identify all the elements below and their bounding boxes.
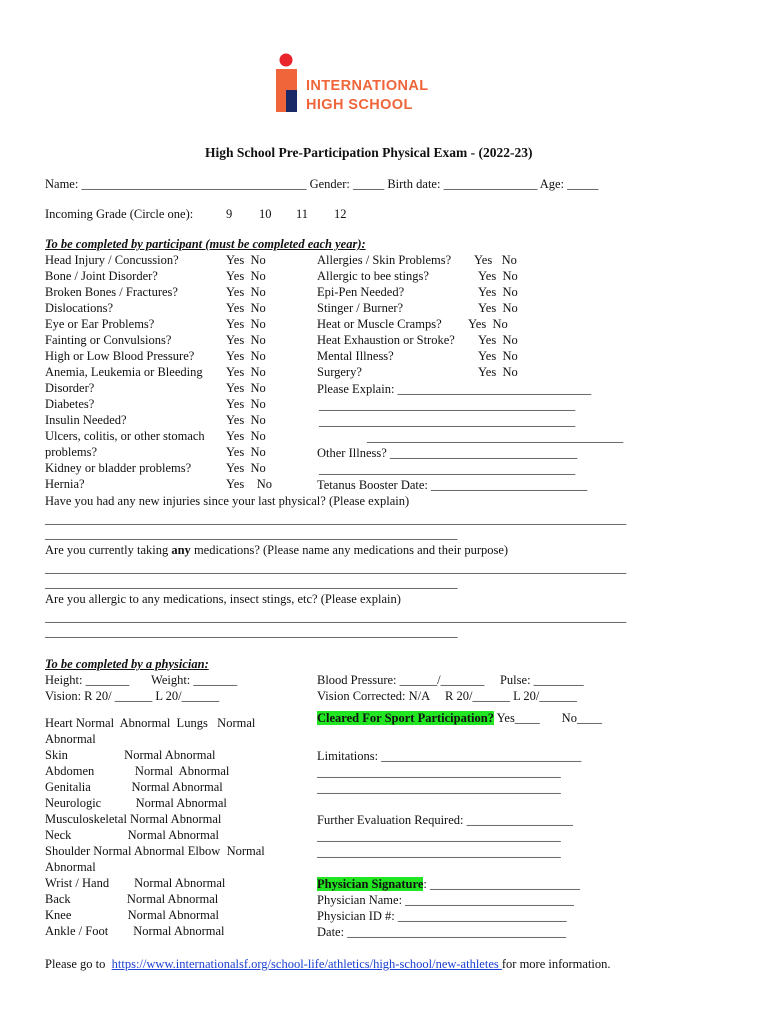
please-explain-field[interactable]: Please Explain: _______________________________ — [317, 382, 592, 396]
limitations-line[interactable]: _______________________________________ — [317, 781, 561, 795]
physician-signature-label: Physician Signature — [317, 877, 424, 891]
exam-row[interactable]: Skin Normal Abnormal — [45, 748, 216, 762]
footer-note: Please go to https://www.internationalsf.org/school-life/athletics/high-school/new-athletes for more information. — [45, 957, 611, 971]
identity-line[interactable]: Name: ____________________________________ Gender: _____ Birth date: _______________ Age: _____ — [45, 177, 599, 191]
question-label: Insulin Needed? — [45, 413, 127, 427]
logo-line-2: HIGH SCHOOL — [306, 97, 413, 113]
vision-field[interactable]: Vision: R 20/ ______ L 20/______ — [45, 689, 220, 703]
answer-line[interactable]: _____________________________________________________________________________________________ — [45, 561, 627, 575]
other-illness-field[interactable]: Other Illness? ______________________________ — [317, 446, 578, 460]
evaluation-line[interactable]: _______________________________________ — [317, 829, 561, 843]
yes-no-options[interactable]: Yes No — [226, 461, 266, 475]
yes-no-options[interactable]: Yes No — [226, 381, 266, 395]
answer-line[interactable]: __________________________________________________________________ — [45, 527, 458, 541]
yes-no-options[interactable]: Yes No — [478, 269, 518, 283]
yes-no-options[interactable]: Yes No — [226, 301, 266, 315]
limitations-line[interactable]: _______________________________________ — [317, 765, 561, 779]
exam-row[interactable]: Ankle / Foot Normal Abnormal — [45, 924, 225, 938]
question-label: Anemia, Leukemia or Bleeding — [45, 365, 203, 379]
yes-no-options[interactable]: Yes No — [474, 253, 517, 267]
yes-no-options[interactable]: Yes No — [226, 349, 266, 363]
yes-no-options[interactable]: Yes No — [226, 413, 266, 427]
exam-row[interactable]: Neurologic Normal Abnormal — [45, 796, 227, 810]
cleared-label: Cleared For Sport Participation? — [317, 711, 494, 725]
exam-row[interactable]: Heart Normal Abnormal Lungs Normal — [45, 716, 256, 730]
question-label: Head Injury / Concussion? — [45, 253, 179, 267]
injuries-question: Have you had any new injuries since your last physical? (Please explain) — [45, 494, 410, 508]
other-illness-line[interactable]: _________________________________________ — [319, 462, 576, 476]
evaluation-line[interactable]: _______________________________________ — [317, 845, 561, 859]
question-label: Dislocations? — [45, 301, 114, 315]
question-label: Allergies / Skin Problems? — [317, 253, 452, 267]
yes-no-options[interactable]: Yes No — [226, 429, 266, 443]
question-label: Stinger / Burner? — [317, 301, 404, 315]
grade-option-10[interactable]: 10 — [259, 207, 272, 221]
question-label: Eye or Ear Problems? — [45, 317, 155, 331]
grade-option-11[interactable]: 11 — [296, 207, 309, 221]
yes-no-options[interactable]: Yes No — [478, 365, 518, 379]
answer-line[interactable]: _____________________________________________________________________________________________ — [45, 512, 627, 526]
yes-no-options[interactable]: Yes No — [226, 477, 272, 491]
yes-no-options[interactable]: Yes No — [478, 301, 518, 315]
exam-row[interactable]: Wrist / Hand Normal Abnormal — [45, 876, 226, 890]
physician-name-field[interactable]: Physician Name: ___________________________ — [317, 893, 574, 907]
school-logo — [270, 52, 429, 120]
participant-heading: To be completed by participant (must be completed each year): — [45, 237, 366, 251]
exam-row[interactable]: Abdomen Normal Abnormal — [45, 764, 230, 778]
answer-line[interactable]: __________________________________________________________________ — [45, 576, 458, 590]
blood-pressure-field[interactable]: Blood Pressure: ______/_______ Pulse: ________ — [317, 673, 584, 687]
yes-no-options[interactable]: Yes No — [478, 285, 518, 299]
allergies-question: Are you allergic to any medications, insect stings, etc? (Please explain) — [45, 592, 401, 606]
question-label: Allergic to bee stings? — [317, 269, 429, 283]
yes-no-options[interactable]: Yes No — [226, 285, 266, 299]
school-logo-icon — [270, 52, 300, 120]
grade-label: Incoming Grade (Circle one): — [45, 207, 194, 221]
yes-no-options[interactable]: Yes No — [226, 317, 266, 331]
question-label: Fainting or Convulsions? — [45, 333, 172, 347]
question-label: Heat or Muscle Cramps? — [317, 317, 442, 331]
yes-no-options[interactable]: Yes No — [226, 445, 266, 459]
answer-line[interactable]: _____________________________________________________________________________________________ — [45, 610, 627, 624]
tetanus-date-field[interactable]: Tetanus Booster Date: _________________________ — [317, 478, 588, 492]
exam-row[interactable]: Musculoskeletal Normal Abnormal — [45, 812, 222, 826]
yes-no-options[interactable]: Yes No — [478, 349, 518, 363]
limitations-field[interactable]: Limitations: ________________________________ — [317, 749, 582, 763]
grade-option-9[interactable]: 9 — [226, 207, 233, 221]
cleared-options[interactable]: Yes____ No____ — [493, 711, 602, 725]
question-label: Kidney or bladder problems? — [45, 461, 192, 475]
yes-no-options[interactable]: Yes No — [226, 397, 266, 411]
logo-line-1: INTERNATIONAL — [306, 78, 429, 94]
yes-no-options[interactable]: Yes No — [478, 333, 518, 347]
further-evaluation-field[interactable]: Further Evaluation Required: _________________ — [317, 813, 573, 827]
question-label: Surgery? — [317, 365, 362, 379]
explain-line[interactable]: _________________________________________ — [319, 398, 576, 412]
exam-row[interactable]: Neck Normal Abnormal — [45, 828, 219, 842]
vision-corrected-field[interactable]: Vision Corrected: N/A R 20/______ L 20/______ — [317, 689, 577, 703]
exam-row[interactable]: Abnormal — [45, 732, 96, 746]
physician-id-field[interactable]: Physician ID #: ___________________________ — [317, 909, 567, 923]
page-title: High School Pre-Participation Physical Exam - (2022-23) — [205, 145, 533, 160]
physician-heading: To be completed by a physician: — [45, 657, 209, 671]
question-label: Hernia? — [45, 477, 85, 491]
cleared-row[interactable] — [317, 711, 602, 725]
exam-row[interactable]: Genitalia Normal Abnormal — [45, 780, 223, 794]
yes-no-options[interactable]: Yes No — [468, 317, 508, 331]
exam-row[interactable]: Knee Normal Abnormal — [45, 908, 219, 922]
yes-no-options[interactable]: Yes No — [226, 269, 266, 283]
explain-line[interactable]: _________________________________________ — [319, 414, 576, 428]
question-label: Disorder? — [45, 381, 95, 395]
exam-row[interactable]: Back Normal Abnormal — [45, 892, 219, 906]
answer-line[interactable]: __________________________________________________________________ — [45, 625, 458, 639]
question-label: Mental Illness? — [317, 349, 394, 363]
date-field[interactable]: Date: ___________________________________ — [317, 925, 566, 939]
question-label: Epi-Pen Needed? — [317, 285, 405, 299]
physician-signature-field[interactable]: Physician Signature: ________________________ — [317, 877, 580, 891]
question-label: High or Low Blood Pressure? — [45, 349, 195, 363]
exam-row[interactable]: Shoulder Normal Abnormal Elbow Normal — [45, 844, 265, 858]
question-label: Diabetes? — [45, 397, 95, 411]
question-label: Bone / Joint Disorder? — [45, 269, 158, 283]
question-label: problems? — [45, 445, 98, 459]
yes-no-options[interactable]: Yes No — [226, 333, 266, 347]
medications-question: Are you currently taking any medications? (Please name any medications and their purpose) — [45, 543, 509, 557]
grade-option-12[interactable]: 12 — [334, 207, 347, 221]
athletics-link[interactable]: https://www.internationalsf.org/school-life/athletics/high-school/new-athletes — [111, 957, 502, 971]
question-label: Broken Bones / Fractures? — [45, 285, 178, 299]
question-label: Ulcers, colitis, or other stomach — [45, 429, 205, 443]
yes-no-options[interactable]: Yes No — [226, 365, 266, 379]
height-weight-field[interactable]: Height: _______ Weight: _______ — [45, 673, 238, 687]
explain-line[interactable]: _________________________________________ — [367, 430, 624, 444]
exam-row[interactable]: Abnormal — [45, 860, 96, 874]
question-label: Heat Exhaustion or Stroke? — [317, 333, 455, 347]
yes-no-options[interactable]: Yes No — [226, 253, 266, 267]
